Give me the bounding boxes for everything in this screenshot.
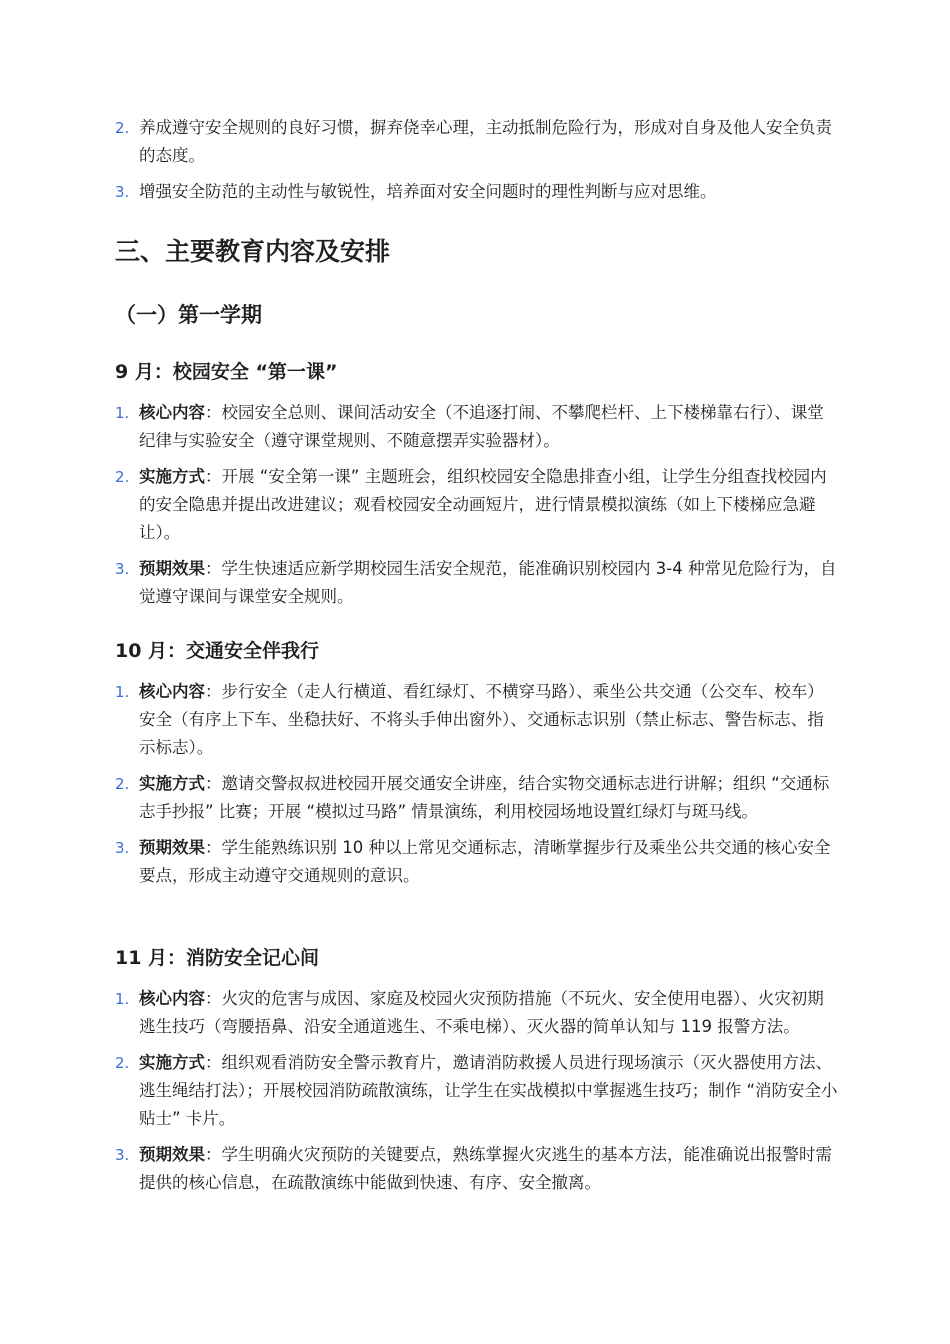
month-items-list	[115, 985, 840, 1197]
list-number: 3.	[115, 560, 130, 578]
item-text: ：学生明确火灾预防的关键要点，熟练掌握火灾逃生的基本方法，能准确说出报警时需提供的核心信息，在疏散演练中能做到快速、有序、安全撤离。	[139, 1145, 832, 1192]
intro-list-block	[115, 114, 840, 214]
list-text: 增强安全防范的主动性与敏锐性，培养面对安全问题时的理性判断与应对思维。	[139, 182, 717, 201]
month-items-list	[115, 678, 840, 890]
list-item	[115, 1141, 840, 1197]
item-label: 核心内容	[139, 682, 205, 701]
list-number: 3.	[115, 1146, 130, 1164]
month-items-list	[115, 399, 840, 611]
item-label: 核心内容	[139, 403, 205, 422]
list-number: 2.	[115, 468, 130, 486]
month-list-september	[115, 399, 840, 619]
month-section-november	[115, 944, 840, 972]
list-number: 2.	[115, 1054, 130, 1072]
month-list-november	[115, 985, 840, 1205]
month-section-october	[115, 637, 840, 665]
list-item	[115, 463, 840, 547]
month-section-september	[115, 358, 840, 386]
section-title: 三、主要教育内容及安排	[115, 237, 391, 266]
list-item	[115, 114, 840, 170]
item-label: 实施方式	[139, 1053, 205, 1072]
list-item	[115, 178, 840, 206]
item-text: ：学生快速适应新学期校园生活安全规范，能准确识别校园内 3-4 种常见危险行为，自觉遵守课间与课堂安全规则。	[139, 559, 837, 606]
list-number: 1.	[115, 404, 130, 422]
list-item	[115, 678, 840, 762]
item-text: ：邀请交警叔叔进校园开展交通安全讲座，结合实物交通标志进行讲解；组织 “交通标志手抄报” 比赛；开展 “模拟过马路” 情景演练，利用校园场地设置红绿灯与斑马线。	[139, 774, 830, 821]
item-text: ：步行安全（走人行横道、看红绿灯、不横穿马路）、乘坐公共交通（公交车、校车）安全（有序上下车、坐稳扶好、不将头手伸出窗外）、交通标志识别（禁止标志、警告标志、指示标志）。	[139, 682, 824, 757]
list-text: 养成遵守安全规则的良好习惯，摒弃侥幸心理，主动抵制危险行为，形成对自身及他人安全负责的态度。	[139, 118, 832, 165]
month-title: 9 月：校园安全 “第一课”	[115, 361, 338, 383]
item-label: 实施方式	[139, 467, 205, 486]
list-item	[115, 555, 840, 611]
month-list-october	[115, 678, 840, 898]
item-text: ：校园安全总则、课间活动安全（不追逐打闹、不攀爬栏杆、上下楼梯靠右行）、课堂纪律与实验安全（遵守课堂规则、不随意摆弄实验器材）。	[139, 403, 824, 450]
list-item	[115, 985, 840, 1041]
objectives-list	[115, 114, 840, 206]
list-item	[115, 770, 840, 826]
item-label: 核心内容	[139, 989, 205, 1008]
item-text: ：组织观看消防安全警示教育片，邀请消防救援人员进行现场演示（灭火器使用方法、逃生绳结打法）；开展校园消防疏散演练，让学生在实战模拟中掌握逃生技巧；制作 “消防安全小贴士” 卡片。	[139, 1053, 838, 1128]
item-label: 预期效果	[139, 838, 205, 857]
item-text: ：开展 “安全第一课” 主题班会，组织校园安全隐患排查小组，让学生分组查找校园内的安全隐患并提出改进建议；观看校园安全动画短片，进行情景模拟演练（如上下楼梯应急避让）。	[139, 467, 827, 542]
item-text: ：学生能熟练识别 10 种以上常见交通标志，清晰掌握步行及乘坐公共交通的核心安全要点，形成主动遵守交通规则的意识。	[139, 838, 831, 885]
list-item	[115, 834, 840, 890]
section-heading-block	[115, 235, 840, 269]
list-number: 1.	[115, 990, 130, 1008]
item-label: 预期效果	[139, 1145, 205, 1164]
subsection-heading-block	[115, 300, 840, 330]
list-number: 3.	[115, 839, 130, 857]
item-label: 实施方式	[139, 774, 205, 793]
item-text: ：火灾的危害与成因、家庭及校园火灾预防措施（不玩火、安全使用电器）、火灾初期逃生技巧（弯腰捂鼻、沿安全通道逃生、不乘电梯）、灭火器的简单认知与 119 报警方法。	[139, 989, 824, 1036]
item-label: 预期效果	[139, 559, 205, 578]
list-number: 1.	[115, 683, 130, 701]
list-number: 2.	[115, 775, 130, 793]
list-item	[115, 399, 840, 455]
month-title: 10 月：交通安全伴我行	[115, 640, 320, 662]
list-number: 3.	[115, 183, 130, 201]
subsection-title: （一）第一学期	[115, 303, 262, 327]
list-number: 2.	[115, 119, 130, 137]
list-item	[115, 1049, 840, 1133]
month-title: 11 月：消防安全记心间	[115, 947, 320, 969]
